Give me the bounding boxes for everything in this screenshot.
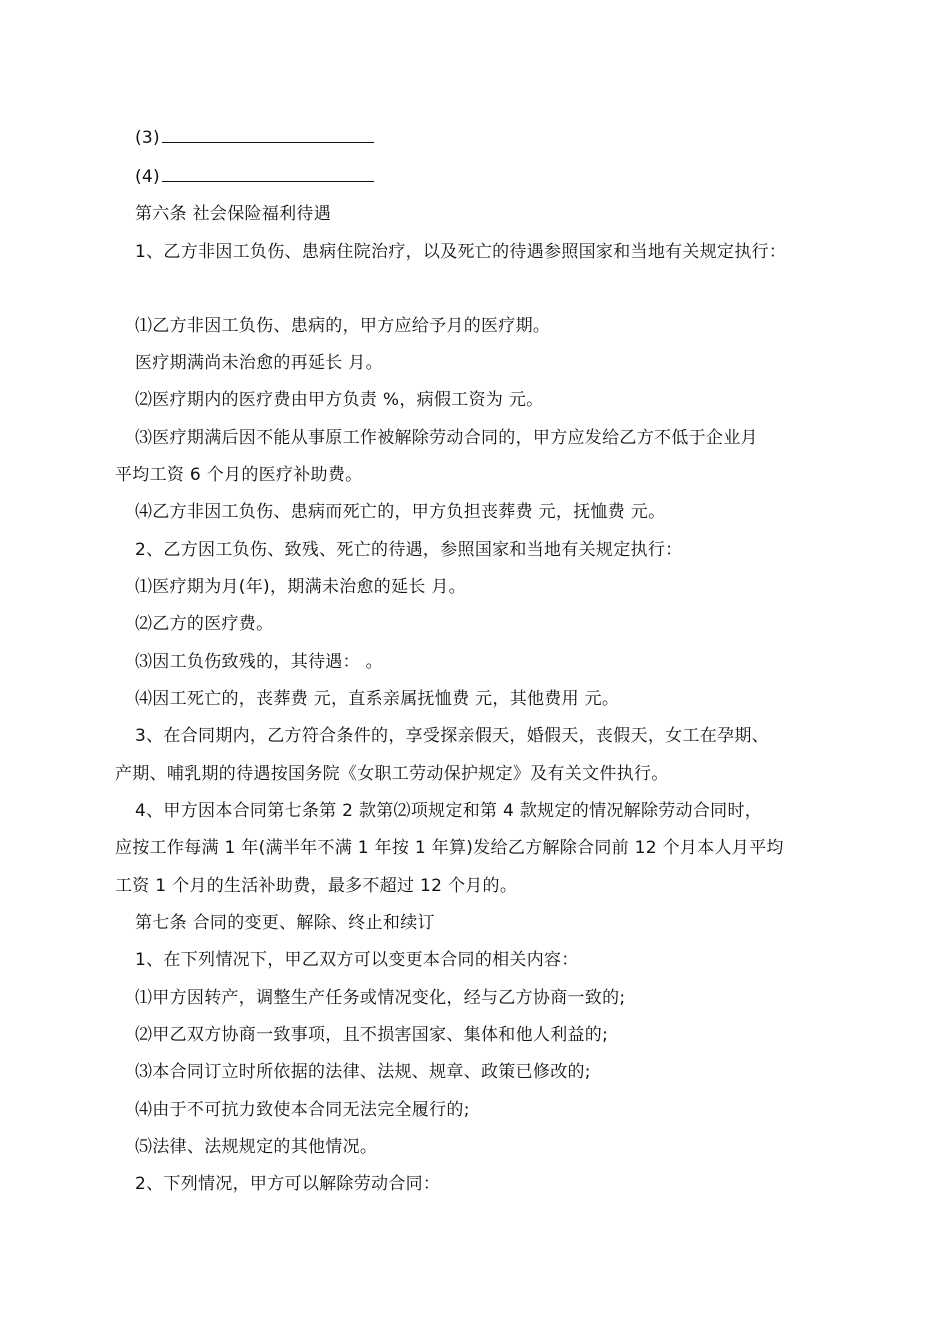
paragraph-line: 1、在下列情况下，甲乙双方可以变更本合同的相关内容：: [135, 950, 579, 970]
paragraph-line: ⑷因工死亡的，丧葬费 元，直系亲属抚恤费 元，其他费用 元。: [135, 689, 620, 709]
blank-item-3: (3): [135, 126, 374, 150]
paragraph-line: ⑵医疗期内的医疗费由甲方负责 %，病假工资为 元。: [135, 390, 544, 410]
paragraph-line: ⑵乙方的医疗费。: [135, 614, 274, 634]
paragraph-line: 平均工资 6 个月的医疗补助费。: [115, 465, 363, 485]
blank-item-4: (4): [135, 165, 374, 189]
blank-underline: [162, 128, 374, 143]
paragraph-line: 工资 1 个月的生活补助费，最多不超过 12 个月的。: [115, 876, 518, 896]
paragraph-line: 产期、哺乳期的待遇按国务院《女职工劳动保护规定》及有关文件执行。: [115, 764, 669, 784]
paragraph-line: ⑴甲方因转产，调整生产任务或情况变化，经与乙方协商一致的;: [135, 988, 626, 1008]
paragraph-line: ⑶本合同订立时所依据的法律、法规、规章、政策已修改的;: [135, 1062, 591, 1082]
paragraph-line: 3、在合同期内，乙方符合条件的，享受探亲假天，婚假天，丧假天，女工在孕期、: [135, 726, 769, 746]
paragraph-line: ⑸法律、法规规定的其他情况。: [135, 1137, 378, 1157]
paragraph-line: 1、乙方非因工负伤、患病住院治疗，以及死亡的待遇参照国家和当地有关规定执行：: [135, 242, 787, 262]
paragraph-line: ⑵甲乙双方协商一致事项，且不损害国家、集体和他人利益的;: [135, 1025, 609, 1045]
paragraph-line: 2、乙方因工负伤、致残、死亡的待遇，参照国家和当地有关规定执行：: [135, 540, 683, 560]
paragraph-line: ⑷由于不可抗力致使本合同无法完全履行的;: [135, 1100, 470, 1120]
blank-underline: [162, 167, 374, 182]
paragraph-line: 2、下列情况，甲方可以解除劳动合同：: [135, 1174, 441, 1194]
paragraph-line: ⑶因工负伤致残的，其待遇： 。: [135, 652, 383, 672]
paragraph-line: ⑶医疗期满后因不能从事原工作被解除劳动合同的，甲方应发给乙方不低于企业月: [135, 428, 758, 448]
paragraph-line: ⑷乙方非因工负伤、患病而死亡的，甲方负担丧葬费 元，抚恤费 元。: [135, 502, 666, 522]
paragraph-line: 医疗期满尚未治愈的再延长 月。: [135, 353, 383, 373]
article-heading: 第七条 合同的变更、解除、终止和续订: [135, 913, 435, 933]
paragraph-line: ⑴医疗期为月(年)，期满未治愈的延长 月。: [135, 577, 466, 597]
paragraph-line: ⑴乙方非因工负伤、患病的，甲方应给予月的医疗期。: [135, 316, 551, 336]
article-heading: 第六条 社会保险福利待遇: [135, 204, 332, 224]
paragraph-line: 应按工作每满 1 年(满半年不满 1 年按 1 年算)发给乙方解除合同前 12 个月本人月平均: [115, 838, 784, 858]
paragraph-line: 4、甲方因本合同第七条第 2 款第⑵项规定和第 4 款规定的情况解除劳动合同时，: [135, 801, 763, 821]
